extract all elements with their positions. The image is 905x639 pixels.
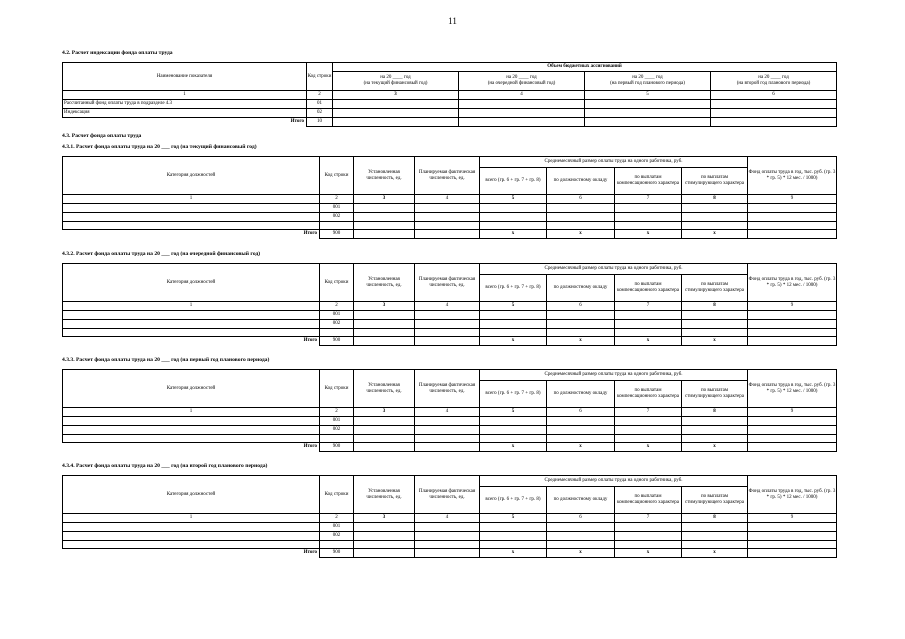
header-avg-salary-group: Среднемесячный размер оплаты труда на одного работника, руб.	[480, 370, 748, 381]
column-numbers-row: 1 2 3 4 5 6 7 8 9	[63, 302, 837, 311]
section-4-2-title: 4.2. Расчет индексации фонда оплаты труда	[62, 50, 173, 56]
header-compensation: по выплатам компенсационного характера	[615, 168, 682, 195]
table-row: 001	[63, 417, 837, 426]
header-year-plan1: на 20 ____ год (на первый год планового периода)	[585, 72, 711, 91]
total-row: Итого 900 х х х х	[63, 443, 837, 452]
subsection-title-3: 4.3.3. Расчет фонда оплаты труда на 20 ___ год (на первый год планового периода)	[62, 357, 270, 363]
indexation-table	[62, 62, 837, 127]
header-compensation: по выплатам компенсационного характера	[615, 275, 682, 302]
table-row	[63, 222, 837, 230]
table-row	[63, 541, 837, 549]
table-row: 002	[63, 532, 837, 541]
header-budget-group: Объем бюджетных ассигнований	[333, 63, 837, 72]
header-total: всего (гр. 6 + гр. 7 + гр. 8)	[480, 168, 547, 195]
subsection-title-1: 4.3.1. Расчет фонда оплаты труда на 20 ___ год (на текущий финансовый год)	[62, 144, 257, 150]
header-fund: Фонд оплаты труда в год, тыс. руб. (гр. 3 * гр. 5) * 12 мес. / 1000)	[748, 370, 837, 408]
total-row: Итого 900 х х х х	[63, 230, 837, 239]
header-planned: Планируемая фактическая численность, ед.	[415, 370, 480, 408]
header-total: всего (гр. 6 + гр. 7 + гр. 8)	[480, 275, 547, 302]
header-salary: по должностному окладу	[547, 381, 615, 408]
table-row	[63, 329, 837, 337]
header-staff: Установленная численность, ед.	[354, 264, 415, 302]
header-total: всего (гр. 6 + гр. 7 + гр. 8)	[480, 487, 547, 514]
table-row: 002	[63, 320, 837, 329]
header-compensation: по выплатам компенсационного характера	[615, 487, 682, 514]
header-planned: Планируемая фактическая численность, ед.	[415, 264, 480, 302]
table-row: 001	[63, 523, 837, 532]
header-fund: Фонд оплаты труда в год, тыс. руб. (гр. 3 * гр. 5) * 12 мес. / 1000)	[748, 157, 837, 195]
total-row: Итого 10	[63, 118, 837, 127]
page-number: 11	[448, 16, 457, 26]
table-row: 001	[63, 311, 837, 320]
header-stimulation: по выплатам стимулирующего характера	[682, 275, 748, 302]
fund-table-1	[62, 156, 837, 239]
header-row-code: Код строки	[320, 264, 354, 302]
total-row: Итого 900 х х х х	[63, 549, 837, 558]
table-row: 002	[63, 426, 837, 435]
header-stimulation: по выплатам стимулирующего характера	[682, 381, 748, 408]
header-category: Категория должностей	[63, 476, 320, 514]
header-total: всего (гр. 6 + гр. 7 + гр. 8)	[480, 381, 547, 408]
header-category: Категория должностей	[63, 370, 320, 408]
header-staff: Установленная численность, ед.	[354, 476, 415, 514]
subsection-title-2: 4.3.2. Расчет фонда оплаты труда на 20 ___ год (на очередной финансовый год)	[62, 251, 261, 257]
header-avg-salary-group: Среднемесячный размер оплаты труда на одного работника, руб.	[480, 264, 748, 275]
column-numbers-row: 1 2 3 4 5 6 7 8 9	[63, 195, 837, 204]
column-numbers-row: 1 2 3 4 5 6 7 8 9	[63, 514, 837, 523]
header-salary: по должностному окладу	[547, 168, 615, 195]
header-year-plan2: на 20 ____ год (на второй год планового периода)	[711, 72, 837, 91]
header-row-code: Код строки	[320, 476, 354, 514]
column-numbers-row: 1 2 3 4 5 6	[63, 91, 837, 100]
header-indicator-name: Наименование показателя	[63, 63, 307, 91]
header-salary: по должностному окладу	[547, 487, 615, 514]
header-row-code: Код строки	[320, 157, 354, 195]
header-staff: Установленная численность, ед.	[354, 370, 415, 408]
header-year-next: на 20 ____ год (на очередной финансовый год)	[459, 72, 585, 91]
header-stimulation: по выплатам стимулирующего характера	[682, 168, 748, 195]
header-stimulation: по выплатам стимулирующего характера	[682, 487, 748, 514]
header-salary: по должностному окладу	[547, 275, 615, 302]
header-row-code: Код строки	[320, 370, 354, 408]
fund-table-3	[62, 369, 837, 452]
section-4-3-title: 4.3. Расчет фонда оплаты труда	[62, 133, 142, 139]
fund-table-2	[62, 263, 837, 346]
table-row: 001	[63, 204, 837, 213]
header-fund: Фонд оплаты труда в год, тыс. руб. (гр. 3 * гр. 5) * 12 мес. / 1000)	[748, 264, 837, 302]
total-row: Итого 900 х х х х	[63, 337, 837, 346]
table-row: 002	[63, 213, 837, 222]
fund-table-4	[62, 475, 837, 558]
header-planned: Планируемая фактическая численность, ед.	[415, 157, 480, 195]
header-staff: Установленная численность, ед.	[354, 157, 415, 195]
column-numbers-row: 1 2 3 4 5 6 7 8 9	[63, 408, 837, 417]
header-year-current: на 20 ____ год (на текущий финансовый год)	[333, 72, 459, 91]
subsection-title-4: 4.3.4. Расчет фонда оплаты труда на 20 ___ год (на второй год планового периода)	[62, 463, 268, 469]
header-compensation: по выплатам компенсационного характера	[615, 381, 682, 408]
table-row: Рассчитанный фонд оплаты труда в подразделе 4.3 01	[63, 100, 837, 109]
table-row	[63, 435, 837, 443]
table-row: Индексация 02	[63, 109, 837, 118]
header-avg-salary-group: Среднемесячный размер оплаты труда на одного работника, руб.	[480, 157, 748, 168]
header-planned: Планируемая фактическая численность, ед.	[415, 476, 480, 514]
header-row-code: Код строки	[307, 63, 333, 91]
header-category: Категория должностей	[63, 264, 320, 302]
header-category: Категория должностей	[63, 157, 320, 195]
header-fund: Фонд оплаты труда в год, тыс. руб. (гр. 3 * гр. 5) * 12 мес. / 1000)	[748, 476, 837, 514]
header-avg-salary-group: Среднемесячный размер оплаты труда на одного работника, руб.	[480, 476, 748, 487]
